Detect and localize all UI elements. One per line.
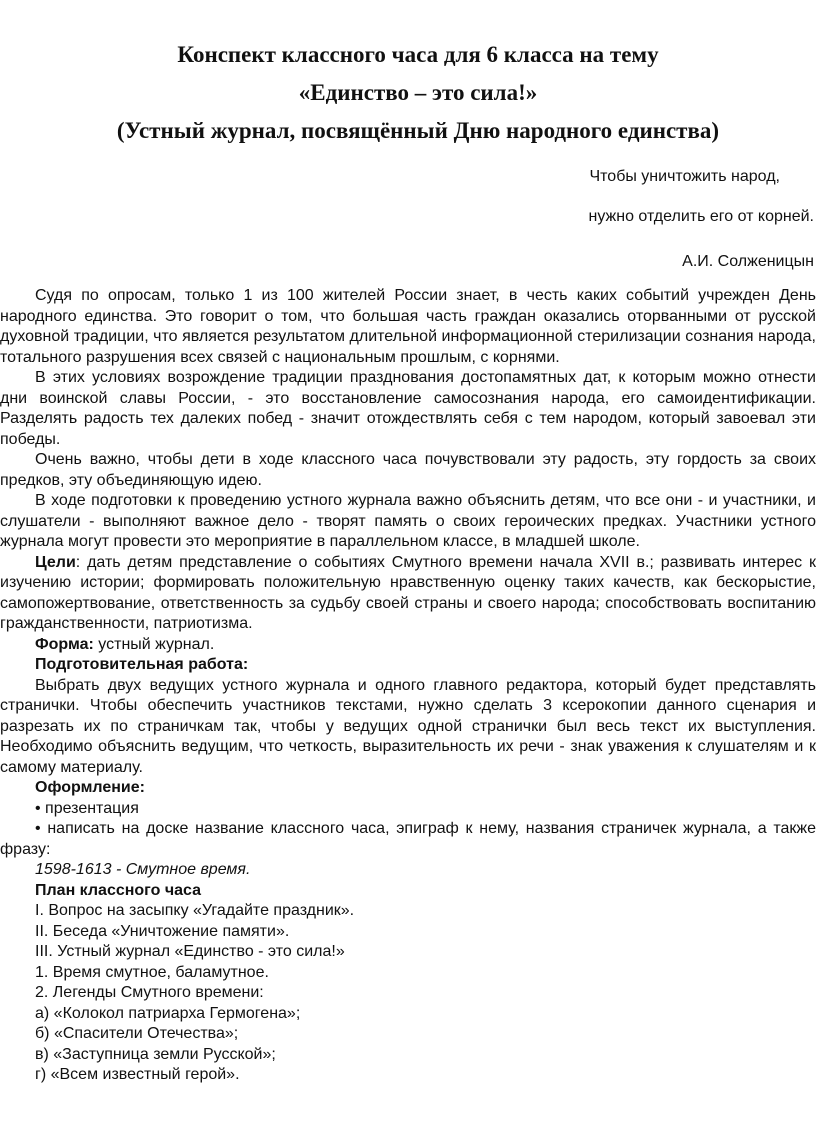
- form-paragraph: [0, 635, 816, 656]
- plan-item: 1. Время смутное, баламутное.: [35, 963, 269, 981]
- title-line-1: Конспект классного часа для 6 класса на тему: [177, 42, 659, 67]
- form-text: устный журнал.: [93, 635, 215, 653]
- document-body: [0, 286, 816, 1086]
- plan-label: План классного часа: [35, 881, 202, 899]
- plan-item: а) «Колокол патриарха Гермогена»;: [35, 1004, 301, 1022]
- preparation-text: Выбрать двух ведущих устного журнала и одного главного редактора, который будет представлять странички. Чтобы обеспечить участников текстами, нужно сделать 3 ксерокопии данного сценария и разрезать их по страничкам так, чтобы у ведущих одной странички был весь текст их выступления. Необходимо объяснить ведущим, что четкость, выразительность их речи - знак уважения к слушателям и к самому материалу.: [0, 676, 816, 776]
- plan-item: б) «Спасители Отечества»;: [35, 1025, 239, 1042]
- plan-item: в) «Заступница земли Русской»;: [35, 1045, 276, 1063]
- design-item-2: • написать на доске название классного часа, эпиграф к нему, названия страничек журнала, а также фразу:: [0, 820, 816, 858]
- title-line-3: (Устный журнал, посвящённый Дню народного единства): [116, 118, 720, 143]
- paragraph-1: Судя по опросам, только 1 из 100 жителей России знает, в честь каких событий учрежден День народного единства. Это говорит о том, что большая часть граждан оказались оторванными от русской духовной традиции, что является результатом длительной информационной стерилизации сознания народа, тотального разрушения всех связей с национальным прошлым, с корнями.: [0, 287, 816, 366]
- plan-item: II. Беседа «Уничтожение памяти».: [35, 922, 290, 940]
- paragraph-3: Очень важно, чтобы дети в ходе классного часа почувствовали эту радость, эту гордость за своих предков, эту объединяющую идею.: [0, 451, 816, 489]
- plan-item: III. Устный журнал «Единство - это сила!»: [35, 943, 345, 960]
- plan-item: 2. Легенды Смутного времени:: [35, 984, 264, 1001]
- goals-label: Цели: [35, 553, 76, 571]
- plan-item: г) «Всем известный герой».: [35, 1066, 240, 1083]
- paragraph-2: В этих условиях возрождение традиции празднования достопамятных дат, к которым можно отнести дни воинской славы России, - это восстановление самосознания народа, его самоидентификации. Разделять радость тех далеких побед - значит отождествлять себя с тем народом, который завоевал эти победы.: [0, 369, 816, 448]
- form-label: Форма:: [35, 635, 94, 653]
- goals-text: : дать детям представление о событиях Смутного времени начала XVII в.; развивать интерес к изучению истории; формировать положительную нравственную оценку таких качеств, как бескорыстие, самопожертвование, ответственность за судьбу своей страны и своего народа; способствовать воспитанию гражданственности, патриотизма.: [0, 553, 816, 632]
- preparation-label: Подготовительная работа:: [35, 656, 249, 673]
- epigraph-line-1: Чтобы уничтожить народ,: [589, 168, 780, 185]
- epigraph-author: А.И. Солженицын: [682, 253, 814, 270]
- plan-item: I. Вопрос на засыпку «Угадайте праздник».: [35, 902, 355, 919]
- title-line-2: «Единство – это сила!»: [298, 80, 538, 105]
- epigraph-line-2: нужно отделить его от корней.: [588, 208, 814, 225]
- paragraph-4: В ходе подготовки к проведению устного журнала важно объяснить детям, что все они - и участники, и слушатели - выполняют важное дело - творят память о своих героических предках. Участники устного журнала могут провести это мероприятие в параллельном классе, в младшей школе.: [0, 492, 816, 550]
- design-label: Оформление:: [35, 779, 145, 796]
- design-item-1: • презентация: [35, 799, 139, 817]
- goals-paragraph: [0, 553, 816, 635]
- design-phrase: 1598-1613 - Смутное время.: [35, 861, 251, 878]
